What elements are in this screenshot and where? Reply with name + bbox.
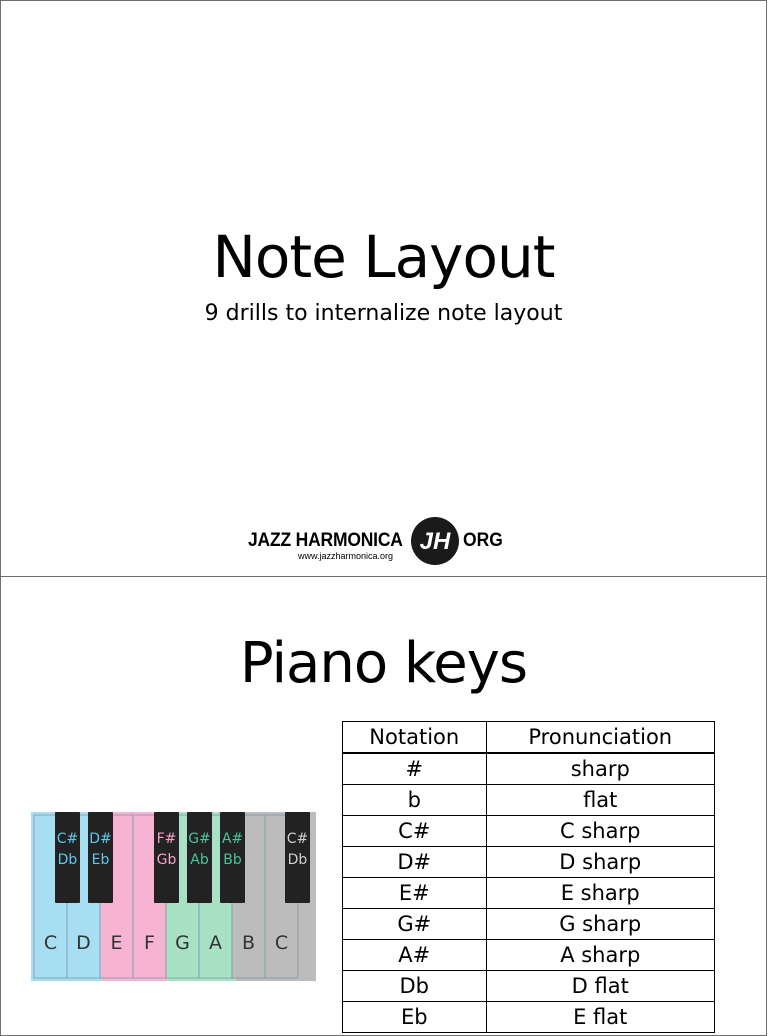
logo-url: www.jazzharmonica.org (298, 551, 394, 561)
pronunciation-cell: D sharp (486, 847, 715, 878)
black-key-sharp-label: C# (286, 831, 309, 847)
black-key-flat-label: Eb (91, 852, 110, 868)
black-key-flat-label: Gb (156, 852, 177, 868)
pronunciation-cell: C sharp (486, 816, 715, 847)
notation-cell: Db (343, 971, 487, 1002)
jazz-harmonica-logo (248, 516, 508, 568)
pronunciation-cell: A sharp (486, 940, 715, 971)
header-pronunciation: Pronunciation (486, 722, 715, 754)
white-key-label: D (76, 932, 91, 954)
black-key-sharp-label: D# (89, 831, 112, 847)
white-key-label: B (241, 932, 256, 954)
black-key-sharp-label: A# (221, 831, 244, 847)
pronunciation-cell: E flat (486, 1002, 715, 1033)
slide-title: Piano keys (239, 631, 528, 696)
black-key-flat-label: Bb (223, 852, 242, 868)
notation-cell: G# (343, 909, 487, 940)
white-key-label: C (274, 932, 289, 954)
pronunciation-cell: D flat (486, 971, 715, 1002)
table-row (343, 847, 715, 878)
black-key-sharp-label: F# (156, 831, 177, 847)
white-key-label: C (43, 932, 58, 954)
notation-cell: E# (343, 878, 487, 909)
piano-keys-slide (0, 576, 767, 1036)
header-notation: Notation (343, 722, 487, 754)
table-row (343, 940, 715, 971)
logo-left-text: JAZZ HARMONICA (248, 530, 403, 551)
black-key-flat-label: Db (57, 852, 78, 868)
black-key-sharp-label: G# (188, 831, 211, 847)
table-header-row (343, 722, 715, 754)
notation-cell: A# (343, 940, 487, 971)
black-key-flat-label: Db (287, 852, 308, 868)
white-key-label: F (144, 932, 155, 954)
piano-keyboard-diagram (31, 812, 319, 984)
notation-cell: # (343, 753, 487, 785)
slide-subtitle: 9 drills to internalize note layout (204, 301, 563, 326)
pronunciation-cell: E sharp (486, 878, 715, 909)
table-row (343, 909, 715, 940)
table-row (343, 971, 715, 1002)
logo-monogram-text: JH (419, 528, 451, 555)
notation-table (342, 721, 715, 1033)
pronunciation-cell: sharp (486, 753, 715, 785)
table-row (343, 878, 715, 909)
notation-cell: b (343, 785, 487, 816)
white-key-label: A (209, 932, 222, 954)
table-row (343, 753, 715, 785)
pronunciation-cell: flat (486, 785, 715, 816)
logo-right-text: ORG (463, 530, 503, 551)
table-row (343, 816, 715, 847)
notation-cell: D# (343, 847, 487, 878)
table-row (343, 785, 715, 816)
table-row (343, 1002, 715, 1033)
notation-cell: Eb (343, 1002, 487, 1033)
black-key-sharp-label: C# (56, 831, 79, 847)
notation-cell: C# (343, 816, 487, 847)
jh-monogram-icon (410, 516, 460, 566)
pronunciation-cell: G sharp (486, 909, 715, 940)
black-key-flat-label: Ab (190, 852, 209, 868)
white-key-label: E (110, 932, 123, 954)
slide-title: Note Layout (212, 223, 555, 291)
white-key-label: G (175, 932, 190, 954)
